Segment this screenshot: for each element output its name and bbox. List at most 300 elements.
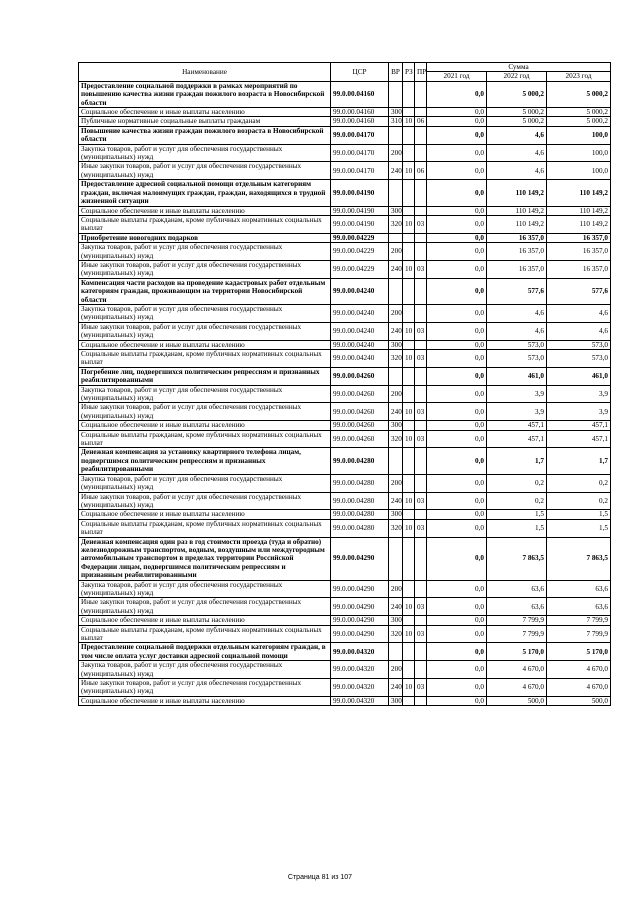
row-2023: 16 357,0 xyxy=(547,233,611,242)
table-row xyxy=(79,260,611,278)
row-code: 99.0.00.04240 xyxy=(331,304,389,322)
table-row xyxy=(79,350,611,368)
row-2021: 0,0 xyxy=(427,304,487,322)
row-rz xyxy=(403,510,415,519)
row-rz xyxy=(403,580,415,598)
table-row-section xyxy=(79,233,611,242)
row-2022: 4,6 xyxy=(487,162,547,180)
row-2021: 0,0 xyxy=(427,126,487,144)
row-name: Закупка товаров, работ и услуг для обеспечения государственных (муниципальных) нужд xyxy=(79,385,331,403)
row-2022: 5 000,2 xyxy=(487,108,547,117)
row-2021: 0,0 xyxy=(427,243,487,261)
row-2021: 0,0 xyxy=(427,180,487,206)
row-pr xyxy=(415,510,427,519)
row-2023: 7 863,5 xyxy=(547,537,611,580)
table-row xyxy=(79,206,611,215)
row-rz xyxy=(403,81,415,107)
row-2022: 7 799,9 xyxy=(487,625,547,643)
row-vr: 300 xyxy=(389,510,403,519)
row-pr xyxy=(415,616,427,625)
row-2023: 457,1 xyxy=(547,421,611,430)
row-pr xyxy=(415,385,427,403)
table-row-section xyxy=(79,180,611,206)
header-vr: ВР xyxy=(389,63,403,82)
row-code: 99.0.00.04190 xyxy=(331,215,389,233)
row-code: 99.0.00.04260 xyxy=(331,367,389,385)
row-vr: 200 xyxy=(389,661,403,679)
row-vr: 240 xyxy=(389,492,403,510)
row-name: Социальное обеспечение и иные выплаты населению xyxy=(79,696,331,705)
row-2022: 3,9 xyxy=(487,403,547,421)
row-vr xyxy=(389,643,403,661)
table-row-section xyxy=(79,367,611,385)
row-vr: 320 xyxy=(389,215,403,233)
row-rz xyxy=(403,304,415,322)
row-pr: 03 xyxy=(415,403,427,421)
row-name: Закупка товаров, работ и услуг для обеспечения государственных (муниципальных) нужд xyxy=(79,580,331,598)
row-name: Социальное обеспечение и иные выплаты населению xyxy=(79,340,331,349)
row-name: Закупка товаров, работ и услуг для обеспечения государственных (муниципальных) нужд xyxy=(79,661,331,679)
row-2021: 0,0 xyxy=(427,162,487,180)
row-pr: 03 xyxy=(415,598,427,616)
row-2023: 100,0 xyxy=(547,126,611,144)
row-name: Иные закупки товаров, работ и услуг для обеспечения государственных (муниципальных) нужд xyxy=(79,260,331,278)
row-pr xyxy=(415,206,427,215)
row-2021: 0,0 xyxy=(427,278,487,304)
row-name: Погребение лиц, подвергшихся политическим репрессиям и признанных реабилитированными xyxy=(79,367,331,385)
row-code: 99.0.00.04170 xyxy=(331,144,389,162)
row-2021: 0,0 xyxy=(427,661,487,679)
table-row-section xyxy=(79,278,611,304)
row-vr: 300 xyxy=(389,421,403,430)
row-pr xyxy=(415,537,427,580)
row-name: Социальное обеспечение и иные выплаты населению xyxy=(79,108,331,117)
row-code: 99.0.00.04280 xyxy=(331,492,389,510)
row-vr: 200 xyxy=(389,385,403,403)
row-pr xyxy=(415,474,427,492)
row-rz: 10 xyxy=(403,679,415,697)
row-2022: 63,6 xyxy=(487,598,547,616)
row-2022: 16 357,0 xyxy=(487,233,547,242)
row-2021: 0,0 xyxy=(427,260,487,278)
row-pr: 03 xyxy=(415,519,427,537)
row-2021: 0,0 xyxy=(427,144,487,162)
row-2021: 0,0 xyxy=(427,81,487,107)
row-vr: 240 xyxy=(389,322,403,340)
row-code: 99.0.00.04260 xyxy=(331,385,389,403)
row-2021: 0,0 xyxy=(427,322,487,340)
table-row-section xyxy=(79,81,611,107)
row-rz xyxy=(403,340,415,349)
row-2023: 7 799,9 xyxy=(547,625,611,643)
table-row xyxy=(79,625,611,643)
row-2022: 16 357,0 xyxy=(487,260,547,278)
row-name: Закупка товаров, работ и услуг для обеспечения государственных (муниципальных) нужд xyxy=(79,474,331,492)
table-row xyxy=(79,243,611,261)
row-code: 99.0.00.04320 xyxy=(331,643,389,661)
row-2023: 110 149,2 xyxy=(547,215,611,233)
row-2022: 4,6 xyxy=(487,304,547,322)
row-rz: 10 xyxy=(403,598,415,616)
row-code: 99.0.00.04320 xyxy=(331,661,389,679)
row-pr xyxy=(415,304,427,322)
row-pr xyxy=(415,278,427,304)
row-name: Приобретение новогодних подарков xyxy=(79,233,331,242)
row-2023: 573,0 xyxy=(547,340,611,349)
row-pr: 06 xyxy=(415,117,427,126)
row-pr xyxy=(415,580,427,598)
row-vr: 300 xyxy=(389,696,403,705)
row-2021: 0,0 xyxy=(427,643,487,661)
row-2021: 0,0 xyxy=(427,350,487,368)
row-2023: 63,6 xyxy=(547,580,611,598)
row-vr: 200 xyxy=(389,580,403,598)
header-sum: Сумма xyxy=(427,63,611,72)
row-name: Иные закупки товаров, работ и услуг для обеспечения государственных (муниципальных) нужд xyxy=(79,492,331,510)
table-row xyxy=(79,519,611,537)
row-2022: 110 149,2 xyxy=(487,215,547,233)
row-2022: 7 863,5 xyxy=(487,537,547,580)
row-name: Закупка товаров, работ и услуг для обеспечения государственных (муниципальных) нужд xyxy=(79,144,331,162)
row-2021: 0,0 xyxy=(427,430,487,448)
row-vr: 300 xyxy=(389,108,403,117)
row-2022: 5 000,2 xyxy=(487,117,547,126)
row-2022: 4,6 xyxy=(487,144,547,162)
table-row xyxy=(79,108,611,117)
row-pr xyxy=(415,233,427,242)
row-2023: 100,0 xyxy=(547,144,611,162)
row-name: Денежная компенсация за установку квартирного телефона лицам, подвергшимся политическим репрессиям и признанных реабилитированными xyxy=(79,448,331,474)
row-code: 99.0.00.04190 xyxy=(331,180,389,206)
row-rz: 10 xyxy=(403,519,415,537)
table-row xyxy=(79,322,611,340)
row-code: 99.0.00.04290 xyxy=(331,616,389,625)
row-2022: 4 670,0 xyxy=(487,661,547,679)
row-2021: 0,0 xyxy=(427,616,487,625)
row-name: Социальные выплаты гражданам, кроме публичных нормативных социальных выплат xyxy=(79,519,331,537)
row-vr xyxy=(389,81,403,107)
row-vr: 200 xyxy=(389,474,403,492)
row-rz xyxy=(403,108,415,117)
table-row xyxy=(79,661,611,679)
row-code: 99.0.00.04229 xyxy=(331,260,389,278)
row-2023: 5 000,2 xyxy=(547,108,611,117)
row-2023: 461,0 xyxy=(547,367,611,385)
row-2023: 500,0 xyxy=(547,696,611,705)
row-code: 99.0.00.04260 xyxy=(331,403,389,421)
row-vr xyxy=(389,367,403,385)
row-pr xyxy=(415,180,427,206)
table-row xyxy=(79,304,611,322)
header-csr: ЦСР xyxy=(331,63,389,82)
header-pr: ПР xyxy=(415,63,427,82)
row-2022: 4,6 xyxy=(487,126,547,144)
row-code: 99.0.00.04280 xyxy=(331,519,389,537)
table-row xyxy=(79,385,611,403)
row-2021: 0,0 xyxy=(427,519,487,537)
table-row xyxy=(79,215,611,233)
table-row-section xyxy=(79,448,611,474)
row-code: 99.0.00.04160 xyxy=(331,108,389,117)
row-code: 99.0.00.04260 xyxy=(331,421,389,430)
row-name: Иные закупки товаров, работ и услуг для обеспечения государственных (муниципальных) нужд xyxy=(79,679,331,697)
row-pr xyxy=(415,696,427,705)
row-code: 99.0.00.04170 xyxy=(331,162,389,180)
row-code: 99.0.00.04160 xyxy=(331,81,389,107)
row-pr xyxy=(415,340,427,349)
row-vr: 300 xyxy=(389,616,403,625)
row-rz xyxy=(403,367,415,385)
row-name: Иные закупки товаров, работ и услуг для обеспечения государственных (муниципальных) нужд xyxy=(79,403,331,421)
row-rz xyxy=(403,233,415,242)
row-2023: 4 670,0 xyxy=(547,661,611,679)
row-2021: 0,0 xyxy=(427,233,487,242)
row-2021: 0,0 xyxy=(427,215,487,233)
row-vr: 240 xyxy=(389,260,403,278)
row-2023: 4,6 xyxy=(547,304,611,322)
row-name: Социальное обеспечение и иные выплаты населению xyxy=(79,616,331,625)
page-number: Страница 81 из 107 xyxy=(287,874,353,881)
row-vr xyxy=(389,278,403,304)
row-rz xyxy=(403,144,415,162)
table-row xyxy=(79,403,611,421)
row-vr xyxy=(389,448,403,474)
row-2023: 1,5 xyxy=(547,519,611,537)
row-pr xyxy=(415,367,427,385)
table-row-section xyxy=(79,126,611,144)
header-name: Наименование xyxy=(79,63,331,82)
row-pr xyxy=(415,108,427,117)
row-pr: 06 xyxy=(415,162,427,180)
row-2022: 1,5 xyxy=(487,510,547,519)
header-year-2022: 2022 год xyxy=(487,72,547,81)
row-pr: 03 xyxy=(415,492,427,510)
row-vr: 240 xyxy=(389,403,403,421)
row-vr: 200 xyxy=(389,243,403,261)
row-2022: 0,2 xyxy=(487,492,547,510)
table-row xyxy=(79,117,611,126)
row-name: Социальные выплаты гражданам, кроме публичных нормативных социальных выплат xyxy=(79,350,331,368)
row-name: Закупка товаров, работ и услуг для обеспечения государственных (муниципальных) нужд xyxy=(79,243,331,261)
row-2022: 4,6 xyxy=(487,322,547,340)
header-row xyxy=(79,63,611,72)
row-2023: 0,2 xyxy=(547,474,611,492)
row-rz xyxy=(403,278,415,304)
row-code: 99.0.00.04280 xyxy=(331,510,389,519)
row-2022: 573,0 xyxy=(487,350,547,368)
row-2022: 461,0 xyxy=(487,367,547,385)
row-code: 99.0.00.04280 xyxy=(331,474,389,492)
row-vr: 200 xyxy=(389,304,403,322)
row-2022: 0,2 xyxy=(487,474,547,492)
row-pr xyxy=(415,661,427,679)
row-2022: 500,0 xyxy=(487,696,547,705)
row-vr xyxy=(389,126,403,144)
row-2023: 1,5 xyxy=(547,510,611,519)
row-2023: 0,2 xyxy=(547,492,611,510)
row-name: Предоставление социальной поддержки в рамках мероприятий по повышению качества жизни граждан пожилого возраста в Новосибирской области xyxy=(79,81,331,107)
row-code: 99.0.00.04160 xyxy=(331,117,389,126)
row-name: Социальные выплаты гражданам, кроме публичных нормативных социальных выплат xyxy=(79,430,331,448)
row-2022: 1,5 xyxy=(487,519,547,537)
row-pr xyxy=(415,243,427,261)
row-2023: 16 357,0 xyxy=(547,260,611,278)
row-2023: 5 170,0 xyxy=(547,643,611,661)
row-vr xyxy=(389,180,403,206)
table-row-section xyxy=(79,643,611,661)
row-2021: 0,0 xyxy=(427,598,487,616)
row-2021: 0,0 xyxy=(427,403,487,421)
row-vr: 240 xyxy=(389,679,403,697)
row-2021: 0,0 xyxy=(427,421,487,430)
row-rz: 10 xyxy=(403,350,415,368)
row-code: 99.0.00.04280 xyxy=(331,448,389,474)
row-code: 99.0.00.04240 xyxy=(331,350,389,368)
row-vr xyxy=(389,233,403,242)
row-rz xyxy=(403,448,415,474)
row-2021: 0,0 xyxy=(427,367,487,385)
table-row xyxy=(79,616,611,625)
table-row xyxy=(79,340,611,349)
row-vr: 320 xyxy=(389,350,403,368)
row-2023: 3,9 xyxy=(547,385,611,403)
row-code: 99.0.00.04240 xyxy=(331,278,389,304)
row-2021: 0,0 xyxy=(427,492,487,510)
table-row xyxy=(79,510,611,519)
row-2023: 4,6 xyxy=(547,322,611,340)
row-pr xyxy=(415,81,427,107)
row-name: Закупка товаров, работ и услуг для обеспечения государственных (муниципальных) нужд xyxy=(79,304,331,322)
row-pr: 03 xyxy=(415,679,427,697)
row-vr: 320 xyxy=(389,430,403,448)
row-2021: 0,0 xyxy=(427,580,487,598)
row-rz: 10 xyxy=(403,117,415,126)
header-year-2021: 2021 год xyxy=(427,72,487,81)
row-rz: 10 xyxy=(403,403,415,421)
row-code: 99.0.00.04229 xyxy=(331,233,389,242)
row-2023: 4 670,0 xyxy=(547,679,611,697)
row-2021: 0,0 xyxy=(427,448,487,474)
row-pr xyxy=(415,643,427,661)
table-row xyxy=(79,598,611,616)
row-vr: 240 xyxy=(389,162,403,180)
row-2022: 573,0 xyxy=(487,340,547,349)
table-row-section xyxy=(79,537,611,580)
row-2021: 0,0 xyxy=(427,679,487,697)
row-name: Социальные выплаты гражданам, кроме публичных нормативных социальных выплат xyxy=(79,625,331,643)
row-rz xyxy=(403,661,415,679)
row-rz xyxy=(403,474,415,492)
row-2022: 5 000,2 xyxy=(487,81,547,107)
row-2021: 0,0 xyxy=(427,510,487,519)
row-2023: 573,0 xyxy=(547,350,611,368)
row-2021: 0,0 xyxy=(427,206,487,215)
row-name: Публичные нормативные социальные выплаты гражданам xyxy=(79,117,331,126)
row-name: Иные закупки товаров, работ и услуг для обеспечения государственных (муниципальных) нужд xyxy=(79,598,331,616)
row-2022: 457,1 xyxy=(487,430,547,448)
header-rz: РЗ xyxy=(403,63,415,82)
row-pr: 03 xyxy=(415,350,427,368)
row-code: 99.0.00.04290 xyxy=(331,580,389,598)
row-code: 99.0.00.04320 xyxy=(331,679,389,697)
row-code: 99.0.00.04290 xyxy=(331,598,389,616)
row-2023: 110 149,2 xyxy=(547,180,611,206)
row-rz: 10 xyxy=(403,215,415,233)
row-2021: 0,0 xyxy=(427,625,487,643)
row-vr: 320 xyxy=(389,625,403,643)
row-2022: 63,6 xyxy=(487,580,547,598)
row-pr: 03 xyxy=(415,430,427,448)
row-rz xyxy=(403,126,415,144)
table-row xyxy=(79,162,611,180)
row-2021: 0,0 xyxy=(427,108,487,117)
row-2022: 457,1 xyxy=(487,421,547,430)
row-pr: 03 xyxy=(415,215,427,233)
row-2022: 1,7 xyxy=(487,448,547,474)
row-pr xyxy=(415,126,427,144)
row-2023: 5 000,2 xyxy=(547,117,611,126)
row-2023: 457,1 xyxy=(547,430,611,448)
row-code: 99.0.00.04240 xyxy=(331,340,389,349)
row-name: Компенсация части расходов на проведение кадастровых работ отдельным категориям граждан, проживающим на территории Новосибирской области xyxy=(79,278,331,304)
row-pr xyxy=(415,448,427,474)
row-rz xyxy=(403,537,415,580)
row-code: 99.0.00.04260 xyxy=(331,430,389,448)
row-2021: 0,0 xyxy=(427,696,487,705)
row-2023: 577,6 xyxy=(547,278,611,304)
row-code: 99.0.00.04170 xyxy=(331,126,389,144)
row-2021: 0,0 xyxy=(427,474,487,492)
table-row xyxy=(79,580,611,598)
row-pr: 03 xyxy=(415,260,427,278)
row-name: Предоставление адресной социальной помощи отдельным категориям граждан, включая малоимущих граждан, граждан, находящихся в трудной жизненной ситуации xyxy=(79,180,331,206)
row-code: 99.0.00.04240 xyxy=(331,322,389,340)
row-rz: 10 xyxy=(403,322,415,340)
row-name: Повышение качества жизни граждан пожилого возраста в Новосибирской области xyxy=(79,126,331,144)
row-rz xyxy=(403,421,415,430)
row-name: Иные закупки товаров, работ и услуг для обеспечения государственных (муниципальных) нужд xyxy=(79,322,331,340)
row-rz: 10 xyxy=(403,492,415,510)
row-name: Социальное обеспечение и иные выплаты населению xyxy=(79,421,331,430)
row-vr: 320 xyxy=(389,519,403,537)
row-pr xyxy=(415,421,427,430)
row-name: Иные закупки товаров, работ и услуг для обеспечения государственных (муниципальных) нужд xyxy=(79,162,331,180)
row-2023: 110 149,2 xyxy=(547,206,611,215)
table-row xyxy=(79,430,611,448)
row-2023: 3,9 xyxy=(547,403,611,421)
row-pr: 03 xyxy=(415,322,427,340)
row-vr: 310 xyxy=(389,117,403,126)
row-2021: 0,0 xyxy=(427,385,487,403)
row-name: Предоставление социальной поддержки отдельным категориям граждан, в том числе оплата услуг доставки адресной социальной помощи xyxy=(79,643,331,661)
row-2022: 3,9 xyxy=(487,385,547,403)
row-code: 99.0.00.04320 xyxy=(331,696,389,705)
budget-table xyxy=(78,62,611,706)
row-rz: 10 xyxy=(403,430,415,448)
row-2022: 577,6 xyxy=(487,278,547,304)
row-rz xyxy=(403,696,415,705)
row-2021: 0,0 xyxy=(427,537,487,580)
row-2023: 16 357,0 xyxy=(547,243,611,261)
row-rz xyxy=(403,180,415,206)
row-vr: 200 xyxy=(389,144,403,162)
row-2022: 110 149,2 xyxy=(487,206,547,215)
table-row xyxy=(79,696,611,705)
row-pr xyxy=(415,144,427,162)
header-year-2023: 2023 год xyxy=(547,72,611,81)
row-vr: 300 xyxy=(389,206,403,215)
row-code: 99.0.00.04290 xyxy=(331,625,389,643)
